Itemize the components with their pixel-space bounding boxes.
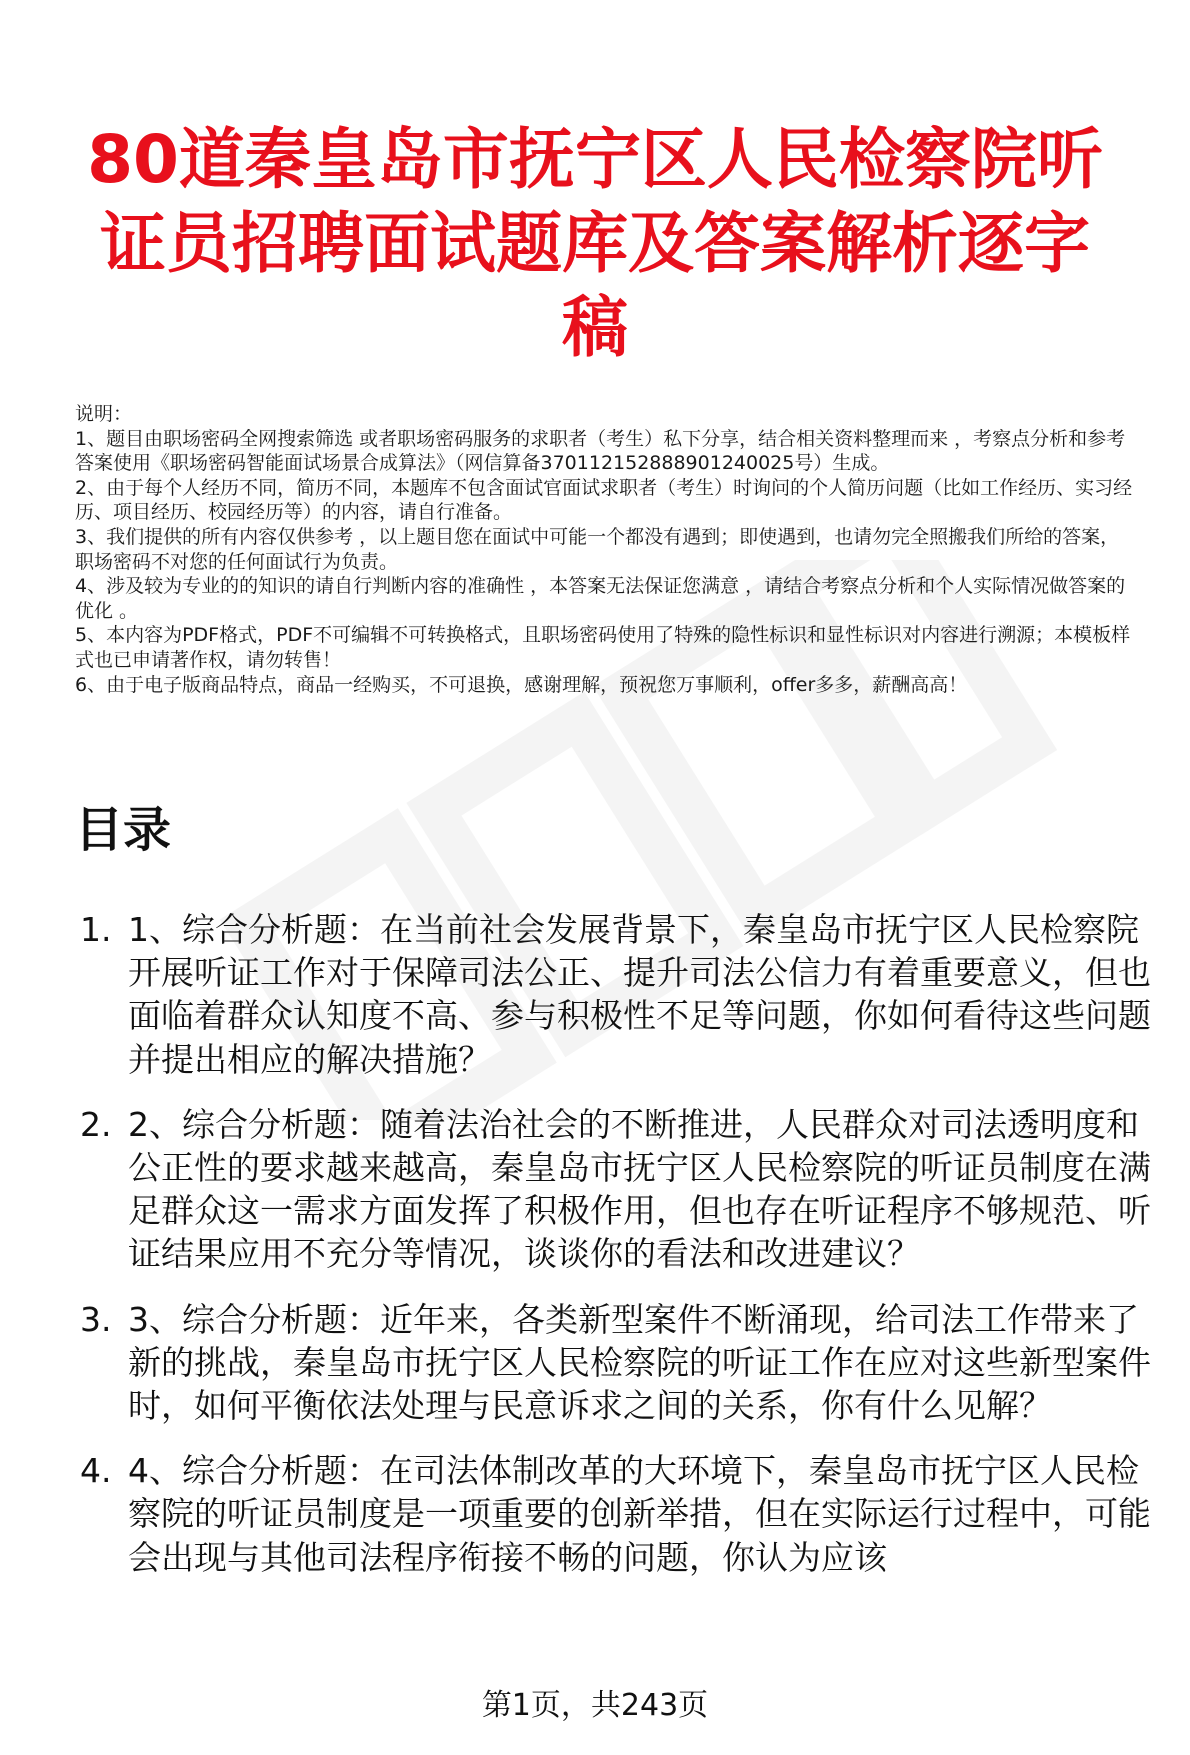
toc-list xyxy=(80,908,1170,1601)
note-item-6: 6、由于电子版商品特点，商品一经购买，不可退换，感谢理解，预祝您万事顺利，offer多多，薪酬高高！ xyxy=(75,673,968,696)
toc-item-number: 3. xyxy=(80,1299,112,1339)
note-item-4: 4、涉及较为专业的的知识的请自行判断内容的准确性 ，本答案无法保证您满意 ，请结合考察点分析和个人实际情况做答案的优化 。 xyxy=(75,575,1126,622)
page-footer: 第1页，共243页 xyxy=(481,1688,709,1723)
note-item-5: 5、本内容为PDF格式，PDF不可编辑不可转换格式，且职场密码使用了特殊的隐性标识和显性标识对内容进行溯源；本模板样式也已申请著作权，请勿转售！ xyxy=(75,624,1131,671)
toc-item[interactable] xyxy=(80,1298,1170,1428)
toc-item[interactable] xyxy=(80,908,1170,1081)
toc-item-text: 1、综合分析题：在当前社会发展背景下，秦皇岛市抚宁区人民检察院开展听证工作对于保障司法公正、提升司法公信力有着重要意义，但也面临着群众认知度不高、参与积极性不足等问题，你如何看待这些问题并提出相应的解决措施？ xyxy=(128,910,1151,1079)
document-title: 80道秦皇岛市抚宁区人民检察院听证员招聘面试题库及答案解析逐字稿 xyxy=(87,121,1103,366)
toc-item-number: 4. xyxy=(80,1451,112,1491)
toc-item-number: 2. xyxy=(80,1104,112,1144)
note-item-3: 3、我们提供的所有内容仅供参考 ，以上题目您在面试中可能一个都没有遇到；即使遇到，也请勿完全照搬我们所给的答案，职场密码不对您的任何面试行为负责。 xyxy=(75,525,1120,573)
notes-heading: 说明： xyxy=(75,403,133,425)
toc-item[interactable] xyxy=(80,1449,1170,1579)
toc-item-text: 2、综合分析题：随着法治社会的不断推进，人民群众对司法透明度和公正性的要求越来越高，秦皇岛市抚宁区人民检察院的听证员制度在满足群众这一需求方面发挥了积极作用，但也存在听证程序不够规范、听证结果应用不充分等情况，谈谈你的看法和改进建议？ xyxy=(128,1104,1151,1274)
toc-item-text: 3、综合分析题：近年来，各类新型案件不断涌现，给司法工作带来了新的挑战，秦皇岛市抚宁区人民检察院的听证工作在应对这些新型案件时，如何平衡依法处理与民意诉求之间的关系，你有什么见解？ xyxy=(128,1299,1151,1426)
toc-item-number: 1. xyxy=(80,910,112,949)
notes-section xyxy=(75,402,1135,697)
toc-item[interactable] xyxy=(80,1103,1170,1276)
toc-heading: 目录 xyxy=(75,802,172,858)
note-item-1: 1、题目由职场密码全网搜索筛选 或者职场密码服务的求职者（考生）私下分享，结合相关资料整理而来 ，考察点分析和参考答案使用《职场密码智能面试场景合成算法》（网信算备370112152888901240025号）生成。 xyxy=(75,427,1126,475)
note-item-2: 2、由于每个人经历不同，简历不同，本题库不包含面试官面试求职者（考生）时询问的个人简历问题（比如工作经历、实习经历、项目经历、校园经历等）的内容，请自行准备。 xyxy=(75,476,1133,524)
toc-item-text: 4、综合分析题：在司法体制改革的大环境下，秦皇岛市抚宁区人民检察院的听证员制度是一项重要的创新举措，但在实际运行过程中，可能会出现与其他司法程序衔接不畅的问题，你认为应该 xyxy=(128,1451,1151,1577)
